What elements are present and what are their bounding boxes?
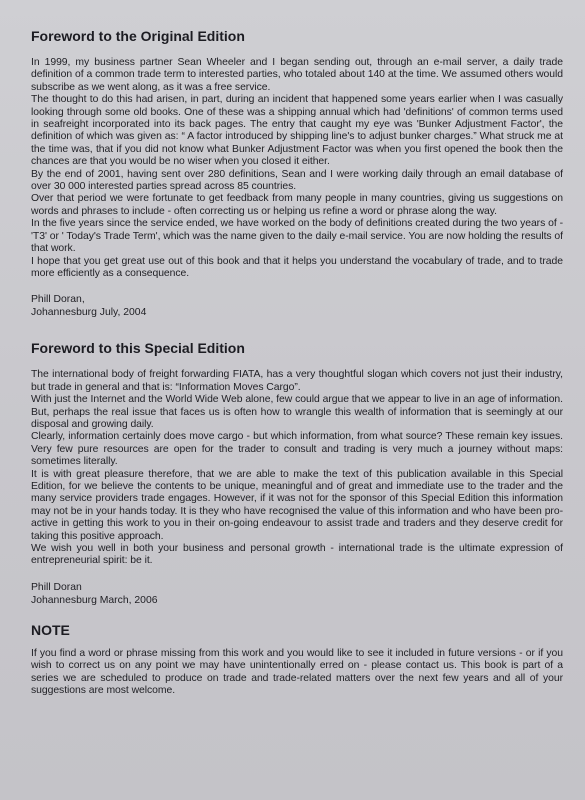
foreword-special-edition: [31, 339, 563, 607]
signature-name: Phill Doran: [31, 581, 82, 593]
paragraph: Clearly, information certainly does move cargo - but which information, from what source? These remain key issues. Very few pure resources are open for the trader to consult and trading is very much a journey without maps: sometimes literally.: [31, 431, 563, 468]
paragraph: In the five years since the service ended, we have worked on the body of definitions created during the two years of - 'T3' or ' Today's Trade Term', which was the name given to the daily e-mail service. You are now holding the results of that work.: [31, 218, 563, 255]
note-paragraph: If you find a word or phrase missing from this work and you would like to see it included in future versions - or if you wish to correct us on any point we may have unintentionally erred on - please contact us. This book is part of a series we are scheduled to produce on trade and trade-related matters over the next few years and all of your suggestions are most welcome.: [31, 647, 563, 697]
section-body: [31, 369, 563, 568]
paragraph: In 1999, my business partner Sean Wheeler and I began sending out, through an e-mail server, a daily trade definition of a common trade term to interested parties, who totaled about 140 at the time. We assumed others would subscribe as we went along, as it was a free service.: [31, 57, 563, 93]
signature-place-date: Johannesburg March, 2006: [31, 594, 158, 606]
signature-block: [31, 293, 563, 319]
paragraph: The thought to do this had arisen, in part, during an incident that happened some years earlier when I was casually looking through some old books. One of these was a shipping annual which had 'definitions' of common terms used in seafreight incorporated into its back pages. The entry that caught my eye was 'Bunker Adjustment Factor', the definition of which was given as: “ A factor introduced by shipping line's to adjust bunker charges.” What struck me at the time was, that if you did not know what Bunker Adjustment Factor was when you first opened the book then the chances are that you would be no wiser when you closed it either.: [31, 94, 563, 168]
note-section: [31, 621, 563, 698]
paragraph: Over that period we were fortunate to get feedback from many people in many countries, giving us suggestions on words and phrases to include - often correcting us or helping us refine a word or phrase along the way.: [31, 193, 563, 217]
paragraph: We wish you well in both your business and personal growth - international trade is the ultimate expression of entrepreneurial spirit: be it.: [31, 543, 563, 567]
paragraph: The international body of freight forwarding FIATA, has a very thoughtful slogan which covers not just their industry, but trade in general and that is: “Information Moves Cargo”.: [31, 369, 563, 393]
section-heading: Foreword to the Original Edition: [31, 28, 245, 44]
section-heading: Foreword to this Special Edition: [31, 340, 245, 357]
paragraph: With just the Internet and the World Wide Web alone, few could argue that we appear to live in an age of information. But, perhaps the real issue that faces us is often how to wrangle this wealth of information that is seemingly at our disposal and growing daily.: [31, 394, 563, 430]
paragraph: It is with great pleasure therefore, that we are able to make the text of this publication available in this Special Edition, for we believe the contents to be unique, meaningful and of great and immediate use to the trader and the many service providers trade engages. However, if it was not for the sponsor of this Special Edition this information may not be in your hands today. It is they who have recognised the value of this information and who have been pro-active in getting this work to you in their on-going endeavour to assist trade and traders and they deserve credit for taking this positive approach.: [31, 468, 563, 542]
section-body: [31, 57, 563, 280]
signature-place-date: Johannesburg July, 2004: [31, 307, 147, 319]
foreword-original-edition: [31, 27, 563, 319]
signature-block: [31, 581, 563, 607]
note-heading: NOTE: [31, 621, 70, 638]
signature-name: Phill Doran,: [31, 294, 85, 306]
paragraph: I hope that you get great use out of this book and that it helps you understand the vocabulary of trade, and to trade more efficiently as a consequence.: [31, 255, 563, 279]
paragraph: By the end of 2001, having sent over 280 definitions, Sean and I were working daily through an email database of over 30 000 interested parties spread across 85 countries.: [31, 168, 563, 193]
